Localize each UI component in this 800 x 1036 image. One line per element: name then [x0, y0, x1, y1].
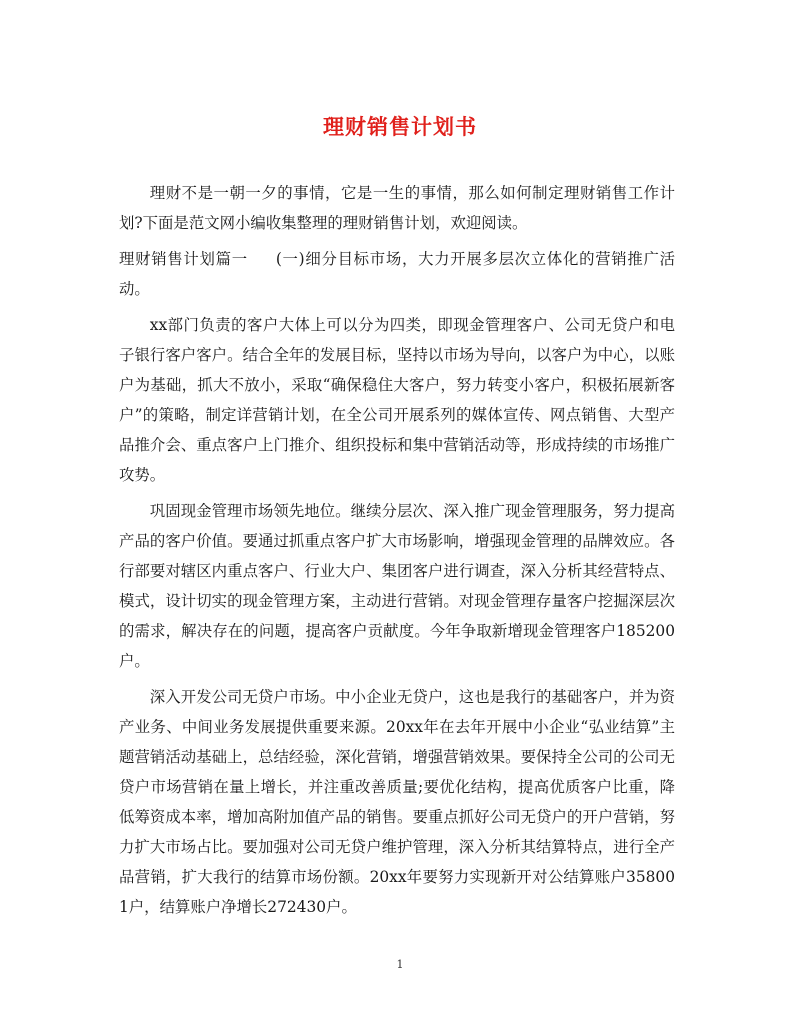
- document-body: [119, 178, 675, 928]
- document-title: 理财销售计划书: [323, 114, 477, 139]
- body-paragraph-1: xx部门负责的客户大体上可以分为四类，即现金管理客户、公司无贷户和电子银行客户客户。结合全年的发展目标，坚持以市场为导向，以客户为中心，以账户为基础，抓大不放小，采取“确保稳住大客户，努力转变小客户，积极拓展新客户”的策略，制定详营销计划，在全公司开展系列的媒体宣传、网点销售、大型产品推介会、重点客户上门推介、组织投标和集中营销活动等，形成持续的市场推广攻势。: [119, 316, 675, 484]
- intro-paragraph: 理财不是一朝一夕的事情，它是一生的事情，那么如何制定理财销售工作计划?下面是范文网小编收集整理的理财销售计划，欢迎阅读。: [119, 184, 675, 232]
- body-paragraph-2: 巩固现金管理市场领先地位。继续分层次、深入推广现金管理服务，努力提高产品的客户价值。要通过抓重点客户扩大市场影响，增强现金管理的品牌效应。各行部要对辖区内重点客户、行业大户、集团客户进行调查，深入分析其经营特点、模式，设计切实的现金管理方案，主动进行营销。对现金管理存量客户挖掘深层次的需求，解决存在的问题，提高客户贡献度。今年争取新增现金管理客户185200户。: [119, 502, 675, 670]
- section-heading: 理财销售计划篇一: [119, 250, 248, 268]
- section-paragraph: [119, 244, 675, 304]
- page-number: 1: [396, 958, 404, 971]
- section-first-line: (一)细分目标市场，大力开展多层次立体化的营销推广活动。: [119, 250, 675, 298]
- body-paragraph-3: 深入开发公司无贷户市场。中小企业无贷户，这也是我行的基础客户，并为资产业务、中间业务发展提供重要来源。20xx年在去年开展中小企业“弘业结算”主题营销活动基础上，总结经验，深化营销，增强营销效果。要保持全公司的公司无贷户市场营销在量上增长，并注重改善质量;要优化结构，提高优质客户比重，降低筹资成本率，增加高附加值产品的销售。要重点抓好公司无贷户的开户营销，努力扩大市场占比。要加强对公司无贷户维护管理，深入分析其结算特点，进行全产品营销，扩大我行的结算市场份额。20xx年要努力实现新开对公结算账户358001户，结算账户净增长272430户。: [119, 688, 675, 916]
